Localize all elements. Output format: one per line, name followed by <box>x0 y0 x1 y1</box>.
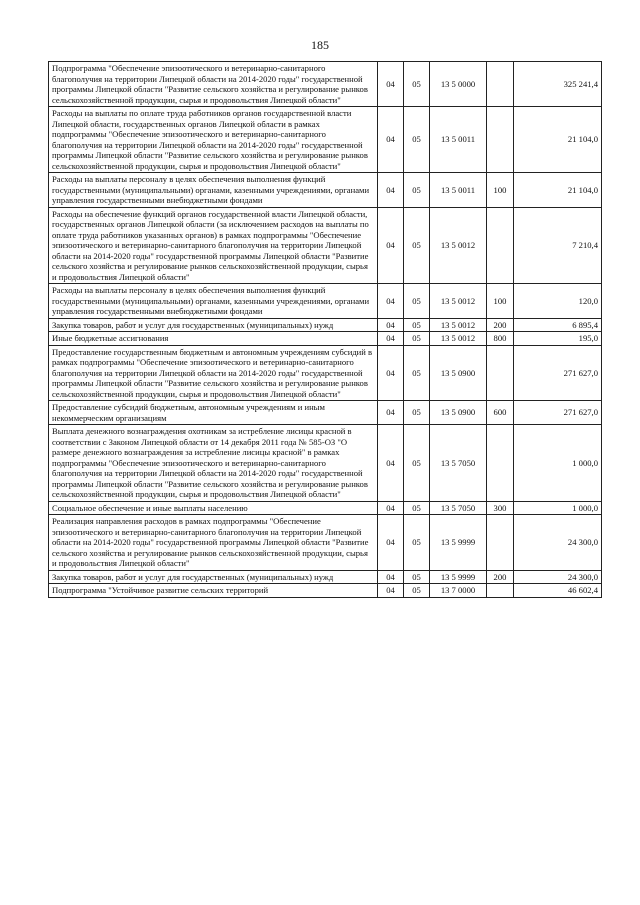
row-name: Выплата денежного вознаграждения охотникам за истребление лисицы красной в соответствии с Законом Липецкой области от 14 декабря 2011 года № 585-ОЗ "О размере денежного вознаграждения за истребление лисицы красной" в рамках подпрограммы "Обеспечение эпизоотического и ветеринарно-санитарного благополучия на территории Липецкой области на 2014-2020 годы" государственной программы Липецкой области "Развитие сельского хозяйства и регулирование рынков сельскохозяйственной продукции, сырья и продовольствия Липецкой области" <box>49 425 378 502</box>
table-row <box>49 207 602 284</box>
row-sum: 325 241,4 <box>514 62 602 107</box>
row-target-code: 13 5 9999 <box>430 570 487 584</box>
row-section: 04 <box>378 332 404 346</box>
row-subsection: 05 <box>404 515 430 571</box>
row-subsection: 05 <box>404 584 430 598</box>
row-expense-type: 300 <box>487 501 514 515</box>
table-row <box>49 173 602 208</box>
row-subsection: 05 <box>404 207 430 284</box>
row-name: Расходы на выплаты персоналу в целях обеспечения выполнения функций государственными (муниципальными) органами, казенными учреждениями, органами управления государственными внебюджетными фондами <box>49 284 378 319</box>
row-subsection: 05 <box>404 501 430 515</box>
row-subsection: 05 <box>404 284 430 319</box>
row-expense-type: 200 <box>487 570 514 584</box>
row-subsection: 05 <box>404 107 430 173</box>
row-subsection: 05 <box>404 345 430 401</box>
row-name: Закупка товаров, работ и услуг для государственных (муниципальных) нужд <box>49 318 378 332</box>
row-sum: 21 104,0 <box>514 173 602 208</box>
row-target-code: 13 5 0011 <box>430 107 487 173</box>
row-section: 04 <box>378 173 404 208</box>
table-row <box>49 425 602 502</box>
row-sum: 7 210,4 <box>514 207 602 284</box>
table-row <box>49 284 602 319</box>
row-expense-type: 200 <box>487 318 514 332</box>
row-sum: 24 300,0 <box>514 570 602 584</box>
budget-table <box>48 61 602 598</box>
row-section: 04 <box>378 501 404 515</box>
row-sum: 120,0 <box>514 284 602 319</box>
row-name: Реализация направления расходов в рамках подпрограммы "Обеспечение эпизоотического и ветеринарно-санитарного благополучия на территории Липецкой области на 2014-2020 годы" государственной программы Липецкой области "Развитие сельского хозяйства и регулирование рынков сельскохозяйственной продукции, сырья и продовольствия Липецкой области" <box>49 515 378 571</box>
row-section: 04 <box>378 401 404 425</box>
row-target-code: 13 5 7050 <box>430 501 487 515</box>
table-row <box>49 515 602 571</box>
row-name: Расходы на выплаты по оплате труда работников органов государственной власти Липецкой области, государственных органов Липецкой области в рамках подпрограммы "Обеспечение эпизоотического и ветеринарно-санитарного благополучия на территории Липецкой области на 2014-2020 годы" государственной программы Липецкой области "Развитие сельского хозяйства и регулирование рынков сельскохозяйственной продукции, сырья и продовольствия Липецкой области" <box>49 107 378 173</box>
row-sum: 271 627,0 <box>514 401 602 425</box>
row-expense-type: 100 <box>487 284 514 319</box>
table-row <box>49 332 602 346</box>
row-section: 04 <box>378 62 404 107</box>
row-expense-type <box>487 62 514 107</box>
row-section: 04 <box>378 284 404 319</box>
table-row <box>49 107 602 173</box>
row-target-code: 13 7 0000 <box>430 584 487 598</box>
row-sum: 24 300,0 <box>514 515 602 571</box>
table-row <box>49 318 602 332</box>
row-section: 04 <box>378 515 404 571</box>
row-section: 04 <box>378 570 404 584</box>
row-sum: 21 104,0 <box>514 107 602 173</box>
row-sum: 1 000,0 <box>514 425 602 502</box>
row-name: Расходы на обеспечение функций органов государственной власти Липецкой области, государственных органов Липецкой области (за исключением расходов на выплаты по оплате труда работников указанных органов) в рамках подпрограммы "Обеспечение эпизоотического и ветеринарно-санитарного благополучия на территории Липецкой области на 2014-2020 годы" государственной программы Липецкой области "Развитие сельского хозяйства и регулирование рынков сельскохозяйственной продукции, сырья и продовольствия Липецкой области" <box>49 207 378 284</box>
table-row <box>49 62 602 107</box>
row-subsection: 05 <box>404 62 430 107</box>
row-target-code: 13 5 7050 <box>430 425 487 502</box>
row-expense-type: 600 <box>487 401 514 425</box>
table-row <box>49 584 602 598</box>
page-number: 185 <box>311 38 329 52</box>
row-target-code: 13 5 0012 <box>430 332 487 346</box>
table-row <box>49 501 602 515</box>
row-section: 04 <box>378 425 404 502</box>
row-section: 04 <box>378 584 404 598</box>
row-name: Расходы на выплаты персоналу в целях обеспечения выполнения функций государственными (муниципальными) органами, казенными учреждениями, органами управления государственными внебюджетными фондами <box>49 173 378 208</box>
table-row <box>49 401 602 425</box>
row-expense-type <box>487 425 514 502</box>
row-target-code: 13 5 0900 <box>430 345 487 401</box>
row-target-code: 13 5 0012 <box>430 318 487 332</box>
row-sum: 46 602,4 <box>514 584 602 598</box>
row-target-code: 13 5 0012 <box>430 284 487 319</box>
row-section: 04 <box>378 318 404 332</box>
row-subsection: 05 <box>404 401 430 425</box>
row-section: 04 <box>378 107 404 173</box>
row-expense-type <box>487 107 514 173</box>
row-name: Предоставление субсидий бюджетным, автономным учреждениям и иным некоммерческим организациям <box>49 401 378 425</box>
row-name: Социальное обеспечение и иные выплаты населению <box>49 501 378 515</box>
row-subsection: 05 <box>404 318 430 332</box>
row-target-code: 13 5 0900 <box>430 401 487 425</box>
row-name: Подпрограмма "Устойчивое развитие сельских территорий <box>49 584 378 598</box>
row-subsection: 05 <box>404 425 430 502</box>
row-subsection: 05 <box>404 173 430 208</box>
row-name: Закупка товаров, работ и услуг для государственных (муниципальных) нужд <box>49 570 378 584</box>
row-expense-type <box>487 515 514 571</box>
row-name: Подпрограмма "Обеспечение эпизоотического и ветеринарно-санитарного благополучия на территории Липецкой области на 2014-2020 годы" государственной программы Липецкой области "Развитие сельского хозяйства и регулирование рынков сельскохозяйственной продукции, сырья и продовольствия Липецкой области" <box>49 62 378 107</box>
row-sum: 195,0 <box>514 332 602 346</box>
row-section: 04 <box>378 207 404 284</box>
row-name: Предоставление государственным бюджетным и автономным учреждениям субсидий в рамках подпрограммы "Обеспечение эпизоотического и ветеринарно-санитарного благополучия на территории Липецкой области на 2014-2020 годы" государственной программы Липецкой области "Развитие сельского хозяйства и регулирование рынков сельскохозяйственной продукции, сырья и продовольствия Липецкой области" <box>49 345 378 401</box>
row-target-code: 13 5 9999 <box>430 515 487 571</box>
table-row <box>49 570 602 584</box>
row-name: Иные бюджетные ассигнования <box>49 332 378 346</box>
row-expense-type: 100 <box>487 173 514 208</box>
row-sum: 1 000,0 <box>514 501 602 515</box>
row-expense-type <box>487 207 514 284</box>
row-section: 04 <box>378 345 404 401</box>
row-subsection: 05 <box>404 570 430 584</box>
row-sum: 271 627,0 <box>514 345 602 401</box>
row-target-code: 13 5 0000 <box>430 62 487 107</box>
table-row <box>49 345 602 401</box>
row-expense-type <box>487 345 514 401</box>
row-expense-type <box>487 584 514 598</box>
row-target-code: 13 5 0012 <box>430 207 487 284</box>
row-sum: 6 895,4 <box>514 318 602 332</box>
row-subsection: 05 <box>404 332 430 346</box>
row-target-code: 13 5 0011 <box>430 173 487 208</box>
row-expense-type: 800 <box>487 332 514 346</box>
